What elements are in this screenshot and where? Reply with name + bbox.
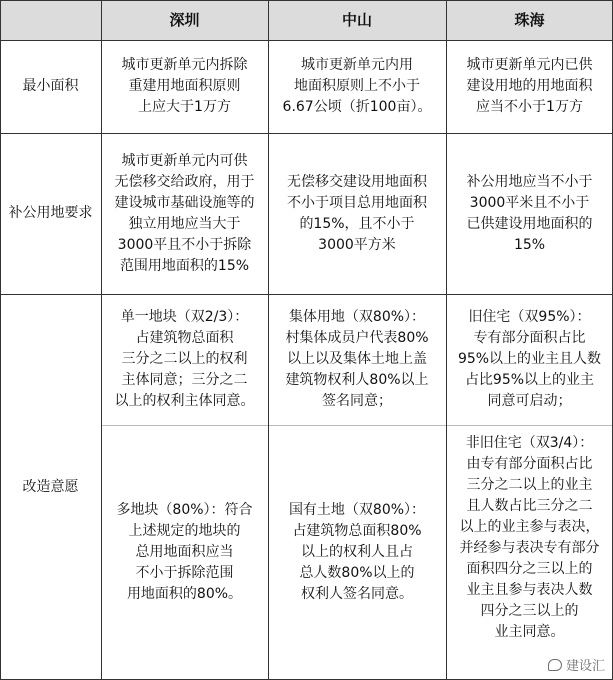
header-zhuhai: 珠海 bbox=[446, 0, 613, 40]
border-row3-split bbox=[101, 425, 613, 426]
border-header-bottom bbox=[0, 40, 613, 41]
row-label-min-area: 最小面积 bbox=[22, 78, 79, 94]
cell-min-area-shenzhen: 城市更新单元内拆除 重建用地面积原则 上应大于1万方 bbox=[121, 57, 248, 115]
cell-willingness-shenzhen-single: 单一地块（双2/3）： 占建筑物总面积 三分之二以上的权利 主体同意；三分之二 以上的权利主体同意。 bbox=[114, 309, 255, 409]
cell-willingness-zhongshan-state: 国有土地（双80%）： 占建筑物总面积80% 以上的权利人且占 总人数80%以上的 权利人签名同意。 bbox=[288, 502, 426, 602]
cell-willingness-zhongshan-collective: 集体用地（双80%）： 村集体成员户代表80% 以上以及集体土地上盖 建筑物权利人80%以上 签名同意； bbox=[285, 309, 429, 409]
border-col2 bbox=[268, 0, 269, 680]
row-label-public-land: 补公用地要求 bbox=[8, 205, 93, 221]
cell-min-area-zhuhai: 城市更新单元内已供 建设用地的用地面积 应当不小于1万方 bbox=[466, 57, 593, 115]
border-col1 bbox=[101, 0, 102, 680]
header-corner bbox=[0, 0, 101, 40]
border-top bbox=[0, 0, 613, 1]
cell-public-land-zhuhai: 补公用地应当不小于 3000平米且不小于 已供建设用地面积的 15% bbox=[466, 173, 593, 253]
border-row1-bottom bbox=[0, 133, 613, 134]
border-left bbox=[0, 0, 1, 680]
header-shenzhen: 深圳 bbox=[101, 0, 268, 40]
border-col3 bbox=[446, 0, 447, 680]
cell-willingness-zhuhai-old: 旧住宅（双95%）： 专有部分面积占比 95%以上的业主且人数 占比95%以上的业主 同意可启动； bbox=[457, 309, 602, 409]
watermark bbox=[548, 655, 605, 674]
cell-public-land-shenzhen: 城市更新单元内可供 无偿移交给政府，用于 建设城市基础设施等的 独立用地应当大于 3000平且不小于拆除 范围用地面积的15% bbox=[114, 152, 255, 274]
header-zhongshan: 中山 bbox=[268, 0, 446, 40]
cell-public-land-zhongshan: 无偿移交建设用地面积 不小于项目总用地面积 的15%，且不小于 3000平方米 bbox=[287, 173, 427, 253]
wechat-icon bbox=[548, 659, 562, 671]
cell-willingness-zhuhai-nonold: 非旧住宅（双3/4）： 由专有部分面积占比 三分之二以上的业主 且人数占比三分之二 以上的业主参与表决， 并经参与表决专有部分 面积四分之三以上的 业主且参与表决人数 四分之三以上的 业主同意。 bbox=[459, 435, 600, 640]
watermark-text: 建设汇 bbox=[565, 659, 605, 674]
border-row2-bottom bbox=[0, 294, 613, 295]
cell-willingness-shenzhen-multi: 多地块（80%）：符合 上述规定的地块的 总用地面积应当 不小于拆除范围 用地面积的80%。 bbox=[116, 502, 253, 602]
cell-min-area-zhongshan: 城市更新单元内用 地面积原则上不小于 6.67公顷（折100亩）。 bbox=[282, 57, 432, 115]
row-label-willingness: 改造意愿 bbox=[22, 478, 79, 495]
